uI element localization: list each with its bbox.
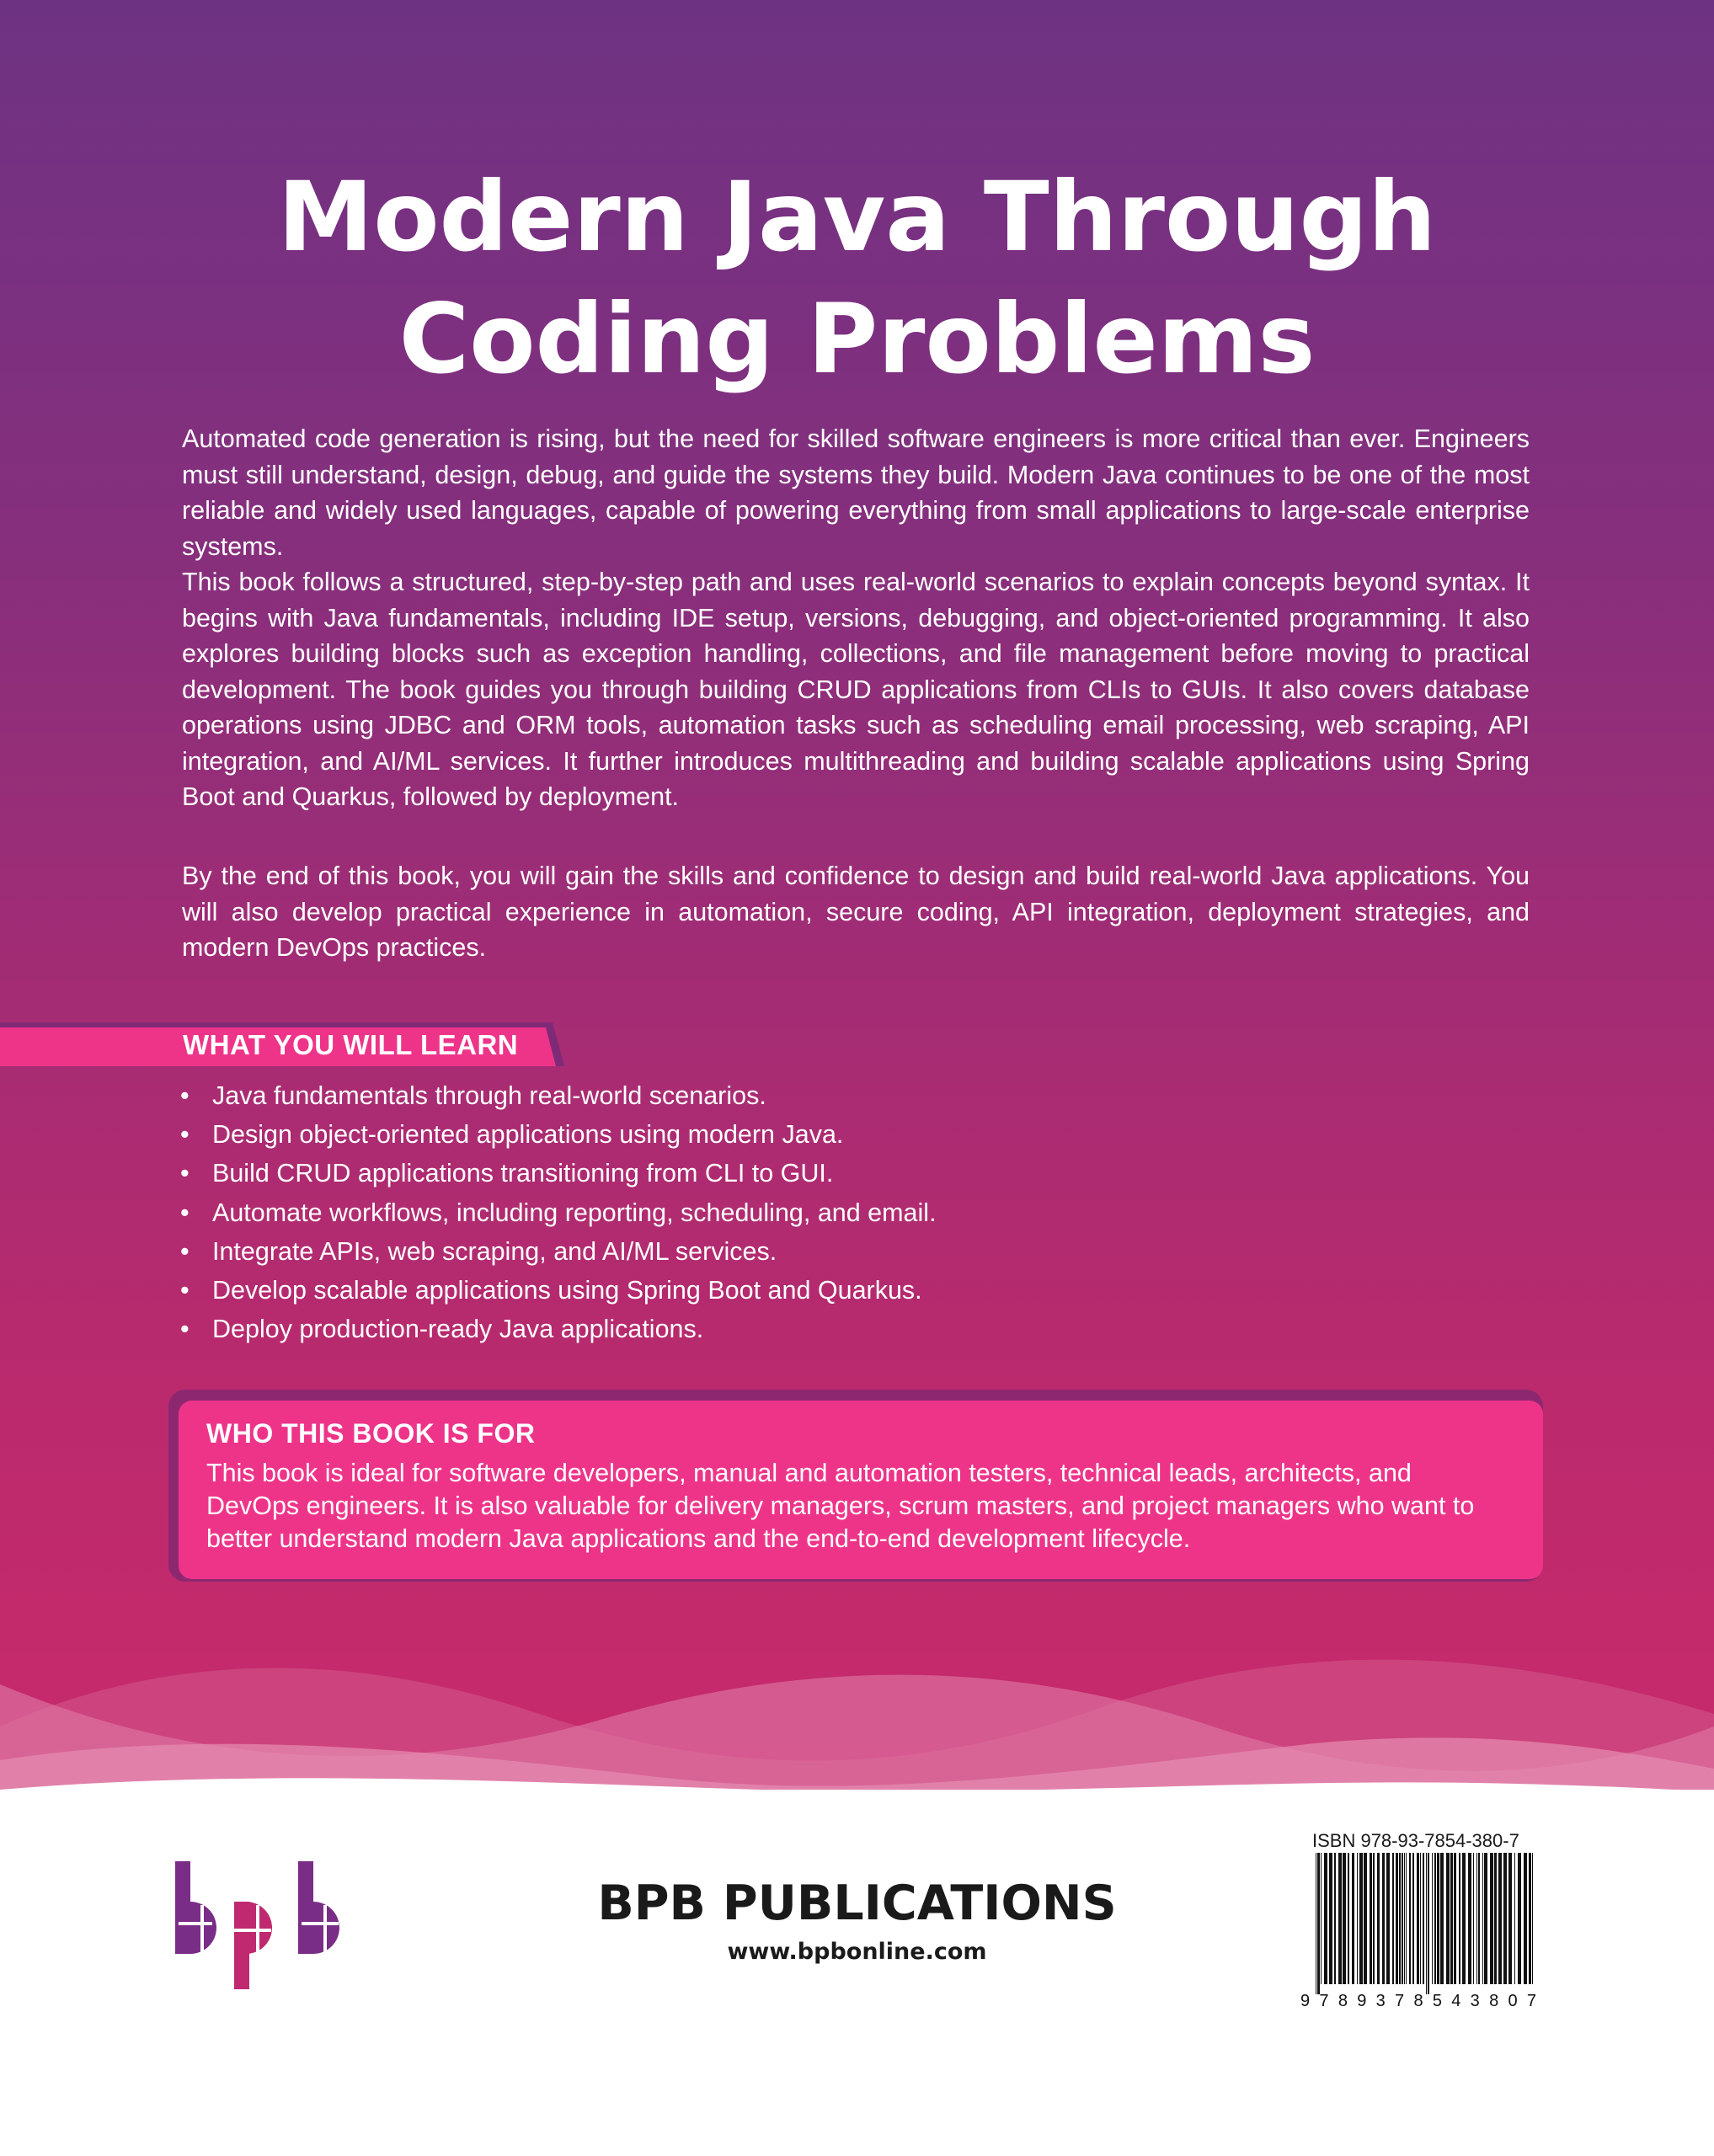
barcode-bar <box>1426 1853 1427 1994</box>
barcode-bar <box>1440 1853 1444 1984</box>
bullet-icon: • <box>180 1276 190 1305</box>
learn-item-text: Deploy production-ready Java applications. <box>212 1315 704 1344</box>
barcode-bar <box>1404 1853 1405 1984</box>
learn-item-text: Automate workflows, including reporting, scheduling, and email. <box>212 1198 937 1227</box>
barcode-bar <box>1382 1853 1385 1984</box>
barcode-bar <box>1364 1853 1367 1984</box>
description-block-2 <box>182 858 1530 966</box>
barcode-bar <box>1428 1853 1429 1994</box>
barcode-bar <box>1343 1853 1346 1984</box>
description-paragraph-2: This book follows a structured, step-by-step path and uses real-world scenarios to explain concepts beyond syntax. It begins with Java fundamentals, including IDE setup, versions, debugging, and object-oriented programming. It also explores building blocks such as exception handling, collections, and file management before moving to practical development. The book guides you through building CRUD applications from CLIs to GUIs. It also covers database operations using JDBC and ORM tools, automation tasks such as scheduling email processing, web scraping, API integration, and AI/ML services. It further introduces multithreading and building scalable applications using Spring Boot and Quarkus, followed by deployment. <box>182 568 1530 811</box>
barcode-bar <box>1402 1853 1403 1984</box>
publisher-website: www.bpbonline.com <box>727 1939 987 1965</box>
bullet-icon: • <box>180 1159 190 1188</box>
learn-item <box>180 1076 937 1115</box>
title-line-2: Coding Problems <box>398 283 1316 395</box>
learn-item-text: Design object-oriented applications using modern Java. <box>212 1120 844 1150</box>
barcode-bar <box>1462 1853 1466 1984</box>
barcode-bar <box>1399 1853 1401 1984</box>
book-title <box>0 156 1714 400</box>
barcode-bar <box>1503 1853 1507 1984</box>
barcode-bar <box>1484 1853 1487 1984</box>
learn-item <box>180 1193 937 1232</box>
title-line-1: Modern Java Through <box>277 161 1437 273</box>
barcode-bar <box>1446 1853 1450 1984</box>
barcode-bar <box>1518 1853 1521 1984</box>
isbn-barcode <box>1297 1853 1541 2009</box>
barcode-bar <box>1498 1853 1502 1984</box>
barcode-bar <box>1437 1853 1439 1984</box>
learn-item <box>180 1154 937 1193</box>
barcode-bar <box>1423 1853 1424 1984</box>
barcode-digits: 9789378543807 <box>1300 1992 1536 2009</box>
barcode-bar <box>1478 1853 1480 1984</box>
publisher-name: BPB PUBLICATIONS <box>597 1876 1117 1931</box>
barcode-bar <box>1324 1853 1327 1984</box>
barcode-bar <box>1359 1853 1363 1984</box>
decorative-waves <box>0 1634 1714 1836</box>
learn-item-text: Java fundamentals through real-world scenarios. <box>212 1081 766 1110</box>
learn-item <box>180 1310 937 1348</box>
learn-heading: WHAT YOU WILL LEARN <box>183 1029 519 1060</box>
barcode-bar <box>1490 1853 1493 1984</box>
barcode-bar <box>1420 1853 1421 1984</box>
barcode-bar <box>1396 1853 1398 1984</box>
barcode-bar <box>1468 1853 1471 1984</box>
barcode-bar <box>1417 1853 1419 1984</box>
learn-list <box>180 1076 937 1348</box>
isbn-label: ISBN 978-93-7854-380-7 <box>1312 1830 1519 1851</box>
barcode-bar <box>1476 1853 1477 1984</box>
barcode-bar <box>1409 1853 1411 1984</box>
barcode-bar <box>1348 1853 1349 1984</box>
barcode-bar <box>1532 1853 1533 1984</box>
barcode-bar <box>1508 1853 1512 1984</box>
barcode-bar <box>1377 1853 1380 1984</box>
barcode-bar <box>1494 1853 1497 1984</box>
learn-item-text: Build CRUD applications transitioning from CLI to GUI. <box>212 1159 834 1188</box>
barcode-bar <box>1373 1853 1375 1984</box>
bullet-icon: • <box>180 1315 190 1344</box>
barcode-bar <box>1334 1853 1336 1984</box>
barcode-bar <box>1370 1853 1372 1984</box>
bullet-icon: • <box>180 1198 190 1227</box>
audience-text: This book is ideal for software developers, manual and automation testers, technical leads, architects, and DevOps engineers. It is also valuable for delivery managers, scrum masters, and project managers who want to better understand modern Java applications and the end-to-end development lifecycle. <box>206 1459 1475 1553</box>
barcode-bar <box>1434 1853 1436 1984</box>
bullet-icon: • <box>180 1236 190 1266</box>
barcode-bar <box>1524 1853 1527 1984</box>
barcode-bar <box>1317 1853 1320 1994</box>
description-block-1 <box>182 421 1530 815</box>
barcode-bar <box>1392 1853 1394 1984</box>
barcode-bar <box>1514 1853 1515 1984</box>
barcode-bar <box>1432 1853 1433 1984</box>
barcode-bar <box>1406 1853 1407 1984</box>
barcode-bar <box>1412 1853 1414 1984</box>
bullet-icon: • <box>180 1120 190 1150</box>
learn-item <box>180 1271 937 1310</box>
learn-item <box>180 1115 937 1154</box>
barcode-bar <box>1473 1853 1474 1984</box>
barcode-bar <box>1454 1853 1456 1984</box>
barcode-bar <box>1321 1853 1322 1984</box>
barcode-bar <box>1357 1853 1358 1984</box>
audience-heading: WHO THIS BOOK IS FOR <box>206 1418 536 1449</box>
learn-item-text: Integrate APIs, web scraping, and AI/ML services. <box>212 1236 777 1266</box>
barcode-bar <box>1450 1853 1453 1984</box>
barcode-bar <box>1386 1853 1390 1984</box>
bullet-icon: • <box>180 1081 190 1110</box>
barcode-bar <box>1482 1853 1483 1984</box>
barcode-bar <box>1459 1853 1460 1984</box>
description-paragraph-1: Automated code generation is rising, but the need for skilled software engineers is more critical than ever. Engineers must still understand, design, debug, and guide the systems they build. Modern Java continues to be one of the most reliable and widely used languages, capable of powering everything from small applications to large-scale enterprise systems. <box>182 424 1530 561</box>
barcode-bar <box>1529 1853 1531 1984</box>
barcode-bar <box>1352 1853 1354 1984</box>
barcode-bar <box>1338 1853 1342 1984</box>
learn-item-text: Develop scalable applications using Spring Boot and Quarkus. <box>212 1276 922 1305</box>
barcode-bar <box>1329 1853 1332 1984</box>
learn-item <box>180 1232 937 1271</box>
description-paragraph-3: By the end of this book, you will gain the skills and confidence to design and build real-world Java applications. You will also develop practical experience in automation, secure coding, API integration, deployment strategies, and modern DevOps practices. <box>182 862 1530 962</box>
